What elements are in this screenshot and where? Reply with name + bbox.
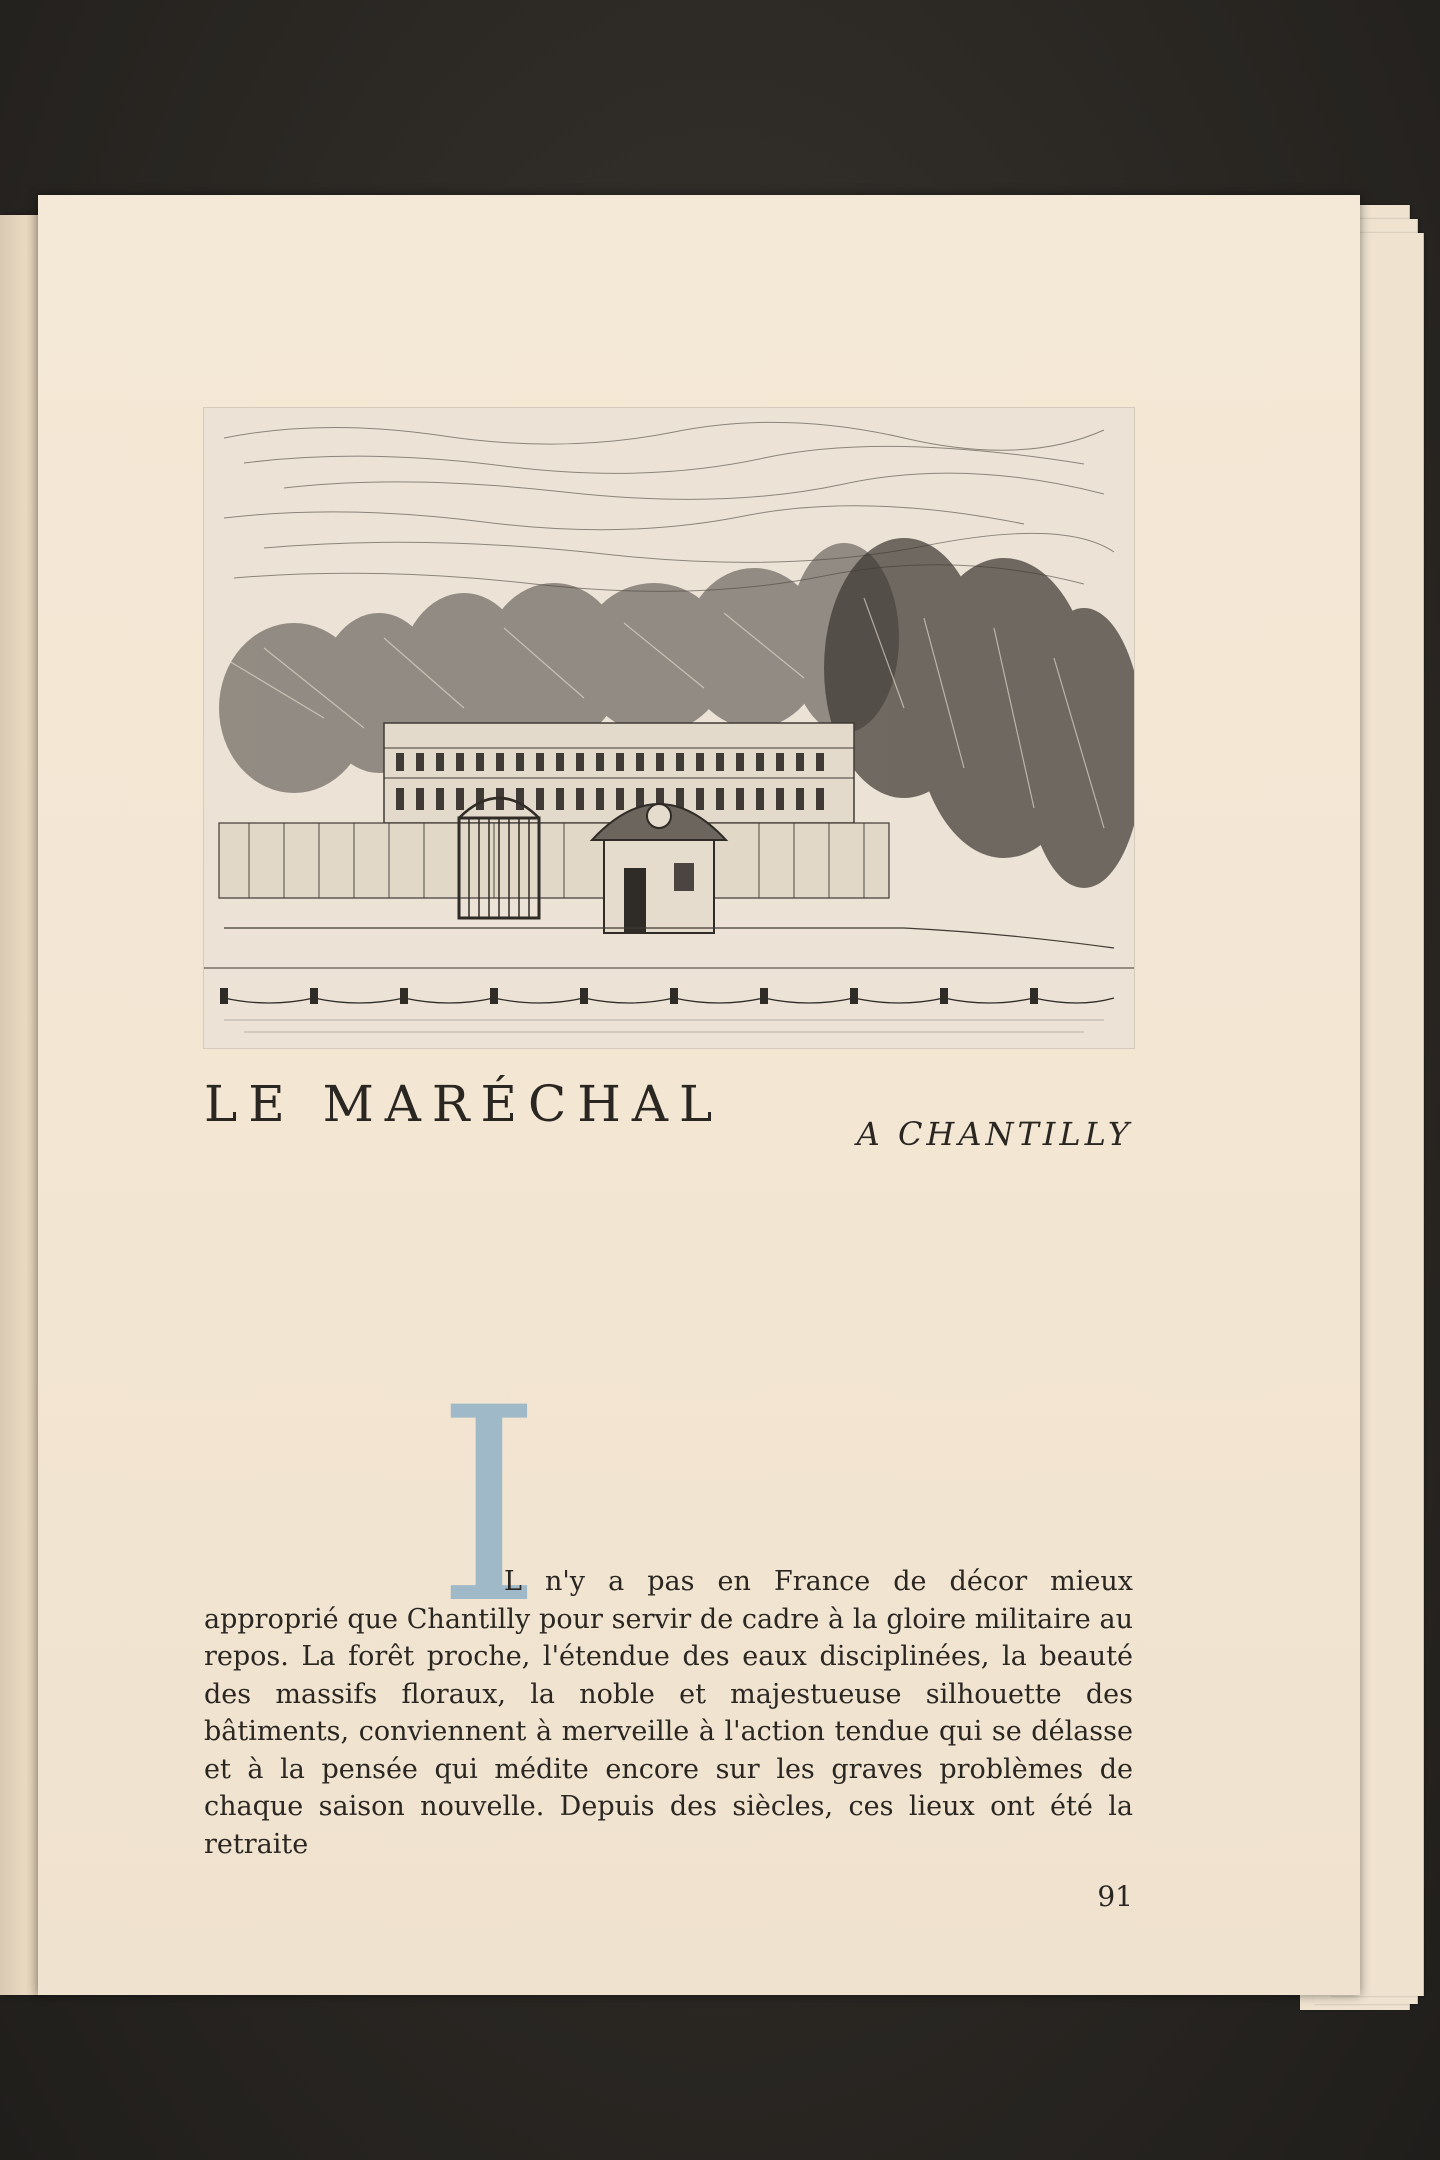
body-paragraph <box>204 1563 1133 1863</box>
drop-cap-letter: I <box>436 1351 542 1663</box>
page-number: 91 <box>1097 1880 1133 1913</box>
engraving-illustration <box>203 407 1135 1049</box>
paragraph-text: approprié que Chantilly pour servir de cadre à la gloire militaire au repos. La forêt proche, l'étendue des eaux disciplinées, la beauté des massifs floraux, la noble et majestueuse silhouette des bâtiments, conviennent à merveille à l'action tendue qui se délasse et à la pensée qui médite encore sur les graves problèmes de chaque saison nouvelle. Depuis des siècles, ces lieux ont été la retraite <box>204 1603 1133 1860</box>
first-line: L n'y a pas en France de décor mieux <box>504 1566 1133 1597</box>
chapter-title: LE MARÉCHAL <box>204 1075 724 1133</box>
book-page <box>38 195 1360 1995</box>
left-page-edge <box>0 215 42 1995</box>
chapter-subtitle: A CHANTILLY <box>856 1115 1133 1153</box>
chateau-engraving <box>204 408 1134 1048</box>
